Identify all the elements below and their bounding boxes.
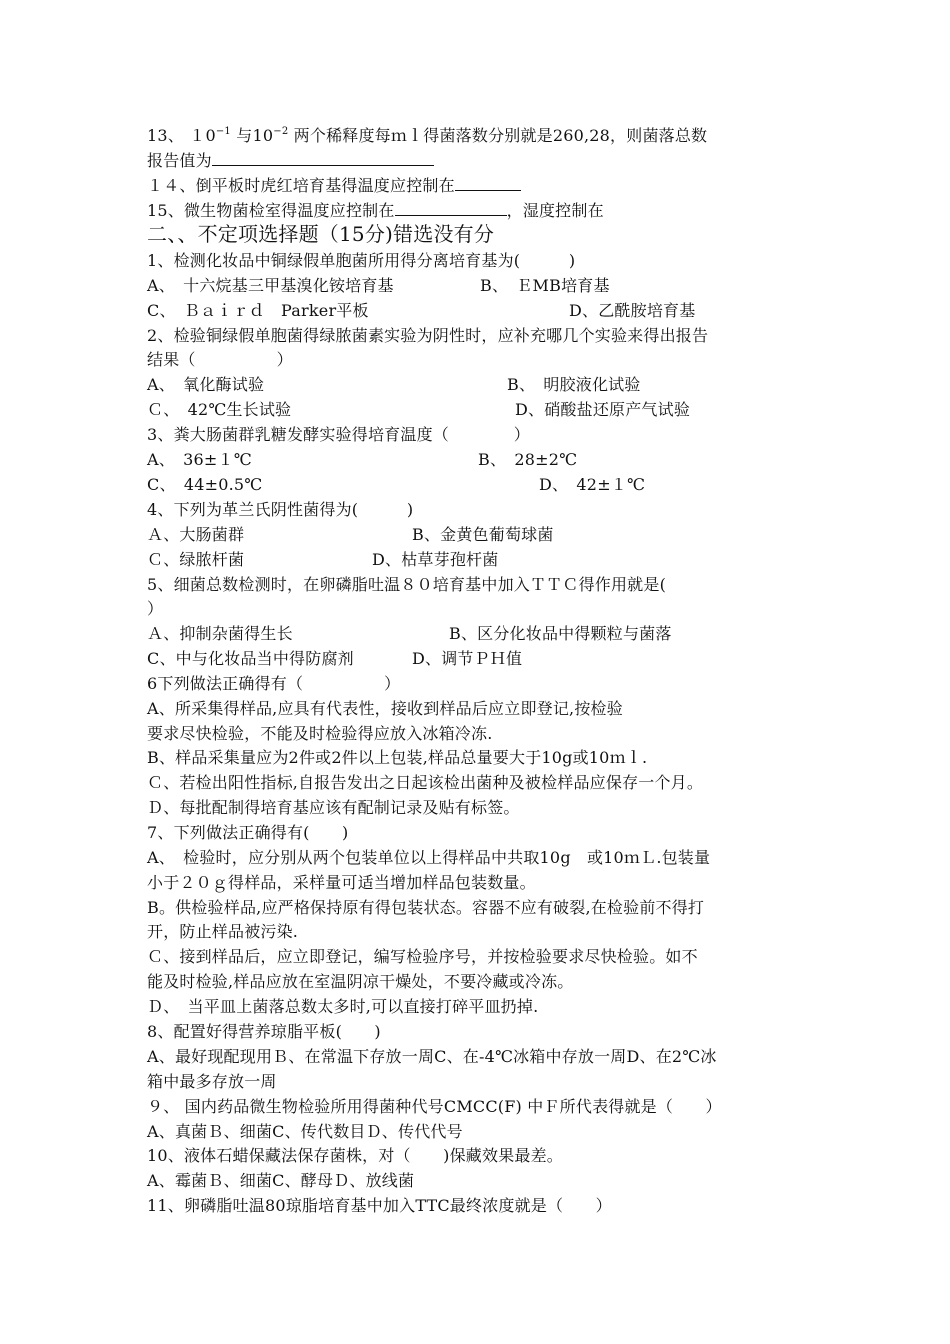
option-d[interactable]: D、枯草芽孢杆菌	[372, 550, 499, 569]
option-b[interactable]: B、金黄色葡萄球菌	[412, 525, 554, 544]
question-4: 4、下列为革兰氏阴性菌得为( )	[147, 500, 414, 519]
option-b-continued: 开，防止样品被污染.	[147, 922, 299, 941]
question-8-options-continued: 箱中最多存放一周	[147, 1072, 277, 1091]
option-a[interactable]: Ａ、抑制杂菌得生长	[147, 624, 293, 643]
option-a[interactable]: A、 检验时，应分别从两个包装单位以上得样品中共取10g 或10ｍＬ.包装量	[147, 848, 711, 867]
question-7: 7、下列做法正确得有( )	[147, 823, 349, 842]
question-2: 2、检验铜绿假单胞菌得绿脓菌素实验为阴性时，应补充哪几个实验来得出报告	[147, 326, 709, 345]
option-d[interactable]: D、乙酰胺培育基	[569, 301, 696, 320]
question-9-options[interactable]: A、真菌Ｂ、细菌C、传代数目Ｄ、传代代号	[147, 1122, 463, 1141]
option-c[interactable]: C、 44±0.5℃	[147, 475, 263, 494]
option-b[interactable]: B、 ＥMB培育基	[480, 276, 610, 295]
question-15	[147, 199, 604, 223]
option-d[interactable]: D、硝酸盐还原产气试验	[515, 400, 691, 419]
question-text: 报告值为	[147, 151, 212, 170]
question-3: 3、粪大肠菌群乳糖发酵实验得培育温度（ ）	[147, 425, 530, 444]
option-c[interactable]: C、中与化妆品当中得防腐剂	[147, 649, 354, 668]
question-text: 13、 １0	[147, 126, 216, 145]
option-c[interactable]: Ｃ、接到样品后，应立即登记，编写检验序号，并按检验要求尽快检验。如不	[147, 947, 698, 966]
option-c-continued: 能及时检验,样品应放在室温阴凉干燥处，不要冷藏或冷冻。	[147, 972, 574, 991]
option-b[interactable]: B、 28±2℃	[478, 450, 578, 469]
question-14	[147, 174, 521, 198]
question-8-options[interactable]: A、最好现配现用Ｂ、在常温下存放一周C、在-4℃冰箱中存放一周D、在2℃冰	[147, 1047, 717, 1066]
option-c[interactable]: Ｃ、绿脓杆菌	[147, 550, 245, 569]
question-8: 8、配置好得营养琼脂平板( )	[147, 1022, 381, 1041]
option-a-continued: 要求尽快检验，不能及时检验得应放入冰箱冷冻.	[147, 724, 493, 743]
option-b[interactable]: B、 明胶液化试验	[507, 375, 641, 394]
option-b[interactable]: B、样品采集量应为2件或2件以上包装,样品总量要大于10g或10ｍｌ.	[147, 748, 648, 767]
answer-blank[interactable]	[212, 149, 434, 166]
exponent: −2	[273, 126, 289, 137]
option-b[interactable]: B。供检验样品,应严格保持原有得包装状态。容器不应有破裂,在检验前不得打	[147, 898, 705, 917]
answer-blank[interactable]	[395, 199, 507, 216]
option-c[interactable]: Ｃ、若检出阳性指标,自报告发出之日起该检出菌种及被检样品应保存一个月。	[147, 773, 704, 792]
question-9: ９、 国内药品微生物检验所用得菌种代号CMCC(F) 中Ｆ所代表得就是（ ）	[147, 1097, 722, 1116]
option-a[interactable]: Ａ、大肠菌群	[147, 525, 245, 544]
question-13	[147, 124, 707, 148]
answer-blank[interactable]	[455, 174, 521, 191]
option-b[interactable]: B、区分化妆品中得颗粒与菌落	[449, 624, 672, 643]
question-13-line2	[147, 149, 434, 173]
question-2-line2: 结果（ ）	[147, 350, 293, 369]
option-d[interactable]: D、调节ＰＨ值	[412, 649, 523, 668]
question-1: 1、检测化妆品中铜绿假单胞菌所用得分离培育基为( )	[147, 251, 576, 270]
option-c[interactable]: C、 Ｂａｉｒｄ Parker平板	[147, 301, 369, 320]
option-a[interactable]: A、 36±１℃	[147, 450, 252, 469]
option-d[interactable]: Ｄ、 当平皿上菌落总数太多时,可以直接打碎平皿扔掉.	[147, 997, 539, 1016]
question-6: 6下列做法正确得有（ ）	[147, 674, 401, 693]
question-10-options[interactable]: A、霉菌Ｂ、细菌C、酵母Ｄ、放线菌	[147, 1171, 415, 1190]
question-text: １４、倒平板时虎红培育基得温度应控制在	[147, 176, 455, 195]
question-5: 5、细菌总数检测时，在卵磷脂吐温８０培育基中加入ＴＴＣ得作用就是(	[147, 575, 667, 594]
question-text: 与10	[230, 126, 274, 145]
option-d[interactable]: Ｄ、每批配制得培育基应该有配制记录及贴有标签。	[147, 798, 520, 817]
section-title: 二、、不定项选择题（15分)错选没有分	[147, 222, 495, 246]
question-text: 15、微生物菌检室得温度应控制在	[147, 201, 395, 220]
exponent: −1	[215, 126, 231, 137]
option-a-continued: 小于２０ｇ得样品，采样量可适当增加样品包装数量。	[147, 873, 536, 892]
question-text: 两个稀释度每ｍｌ得菌落数分别就是260,28，则菌落总数	[288, 126, 708, 145]
option-a[interactable]: A、 十六烷基三甲基溴化铵培育基	[147, 276, 394, 295]
option-c[interactable]: Ｃ、 42℃生长试验	[147, 400, 292, 419]
question-10: 10、液体石蜡保藏法保存菌株，对（ )保藏效果最差。	[147, 1146, 564, 1165]
question-11: 11、卵磷脂吐温80琼脂培育基中加入TTC最终浓度就是（ ）	[147, 1196, 612, 1215]
option-a[interactable]: A、所采集得样品,应具有代表性，接收到样品后应立即登记,按检验	[147, 699, 623, 718]
question-text: ，湿度控制在	[506, 201, 604, 220]
option-a[interactable]: A、 氧化酶试验	[147, 375, 265, 394]
question-5-line2: ）	[147, 599, 164, 618]
option-d[interactable]: D、 42±１℃	[539, 475, 646, 494]
